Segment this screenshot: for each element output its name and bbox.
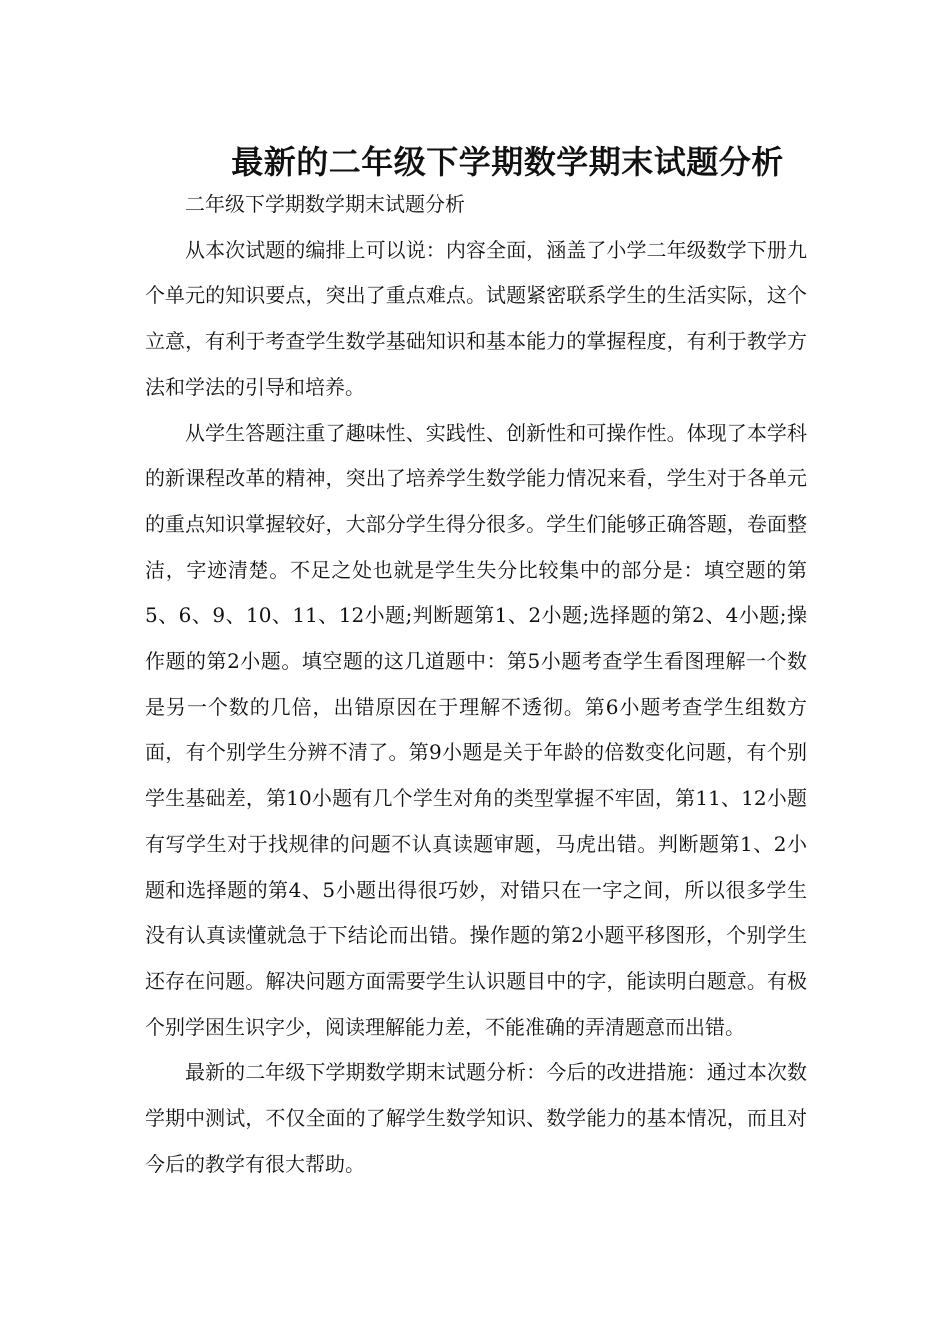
paragraph-subtitle: 二年级下学期数学期末试题分析 [185, 192, 465, 216]
document-body [145, 182, 807, 1187]
paragraph-student-performance: 从学生答题注重了趣味性、实践性、创新性和可操作性。体现了本学科的新课程改革的精神，突出了培养学生数学能力情况来看，学生对于各单元的重点知识掌握较好，大部分学生得分很多。学生们能够正确答题，卷面整洁，字迹清楚。不足之处也就是学生失分比较集中的部分是：填空题的第5、6、9、10、11、12小题;判断题第1、2小题;选择题的第2、4小题;操作题的第2小题。填空题的这几道题中：第5小题考查学生看图理解一个数是另一个数的几倍，出错原因在于理解不透彻。第6小题考查学生组数方面，有个别学生分辨不清了。第9小题是关于年龄的倍数变化问题，有个别学生基础差，第10小题有几个学生对角的类型掌握不牢固，第11、12小题有写学生对于找规律的问题不认真读题审题，马虎出错。判断题第1、2小题和选择题的第4、5小题出得很巧妙，对错只在一字之间，所以很多学生没有认真读懂就急于下结论而出错。操作题的第2小题平移图形，个别学生还存在问题。解决问题方面需要学生认识题目中的字，能读明白题意。有极个别学困生识字少，阅读理解能力差，不能准确的弄清题意而出错。 [145, 420, 807, 1039]
paragraph-improvement-measures: 最新的二年级下学期数学期末试题分析：今后的改进措施：通过本次数学期中测试，不仅全面的了解学生数学知识、数学能力的基本情况，而且对今后的教学有很大帮助。 [145, 1060, 807, 1176]
paragraph-test-design: 从本次试题的编排上可以说：内容全面，涵盖了小学二年级数学下册九个单元的知识要点，突出了重点难点。试题紧密联系学生的生活实际，这个立意，有利于考查学生数学基础知识和基本能力的掌握程度，有利于教学方法和学法的引导和培养。 [145, 237, 807, 399]
document-title: 最新的二年级下学期数学期末试题分析 [231, 143, 784, 182]
